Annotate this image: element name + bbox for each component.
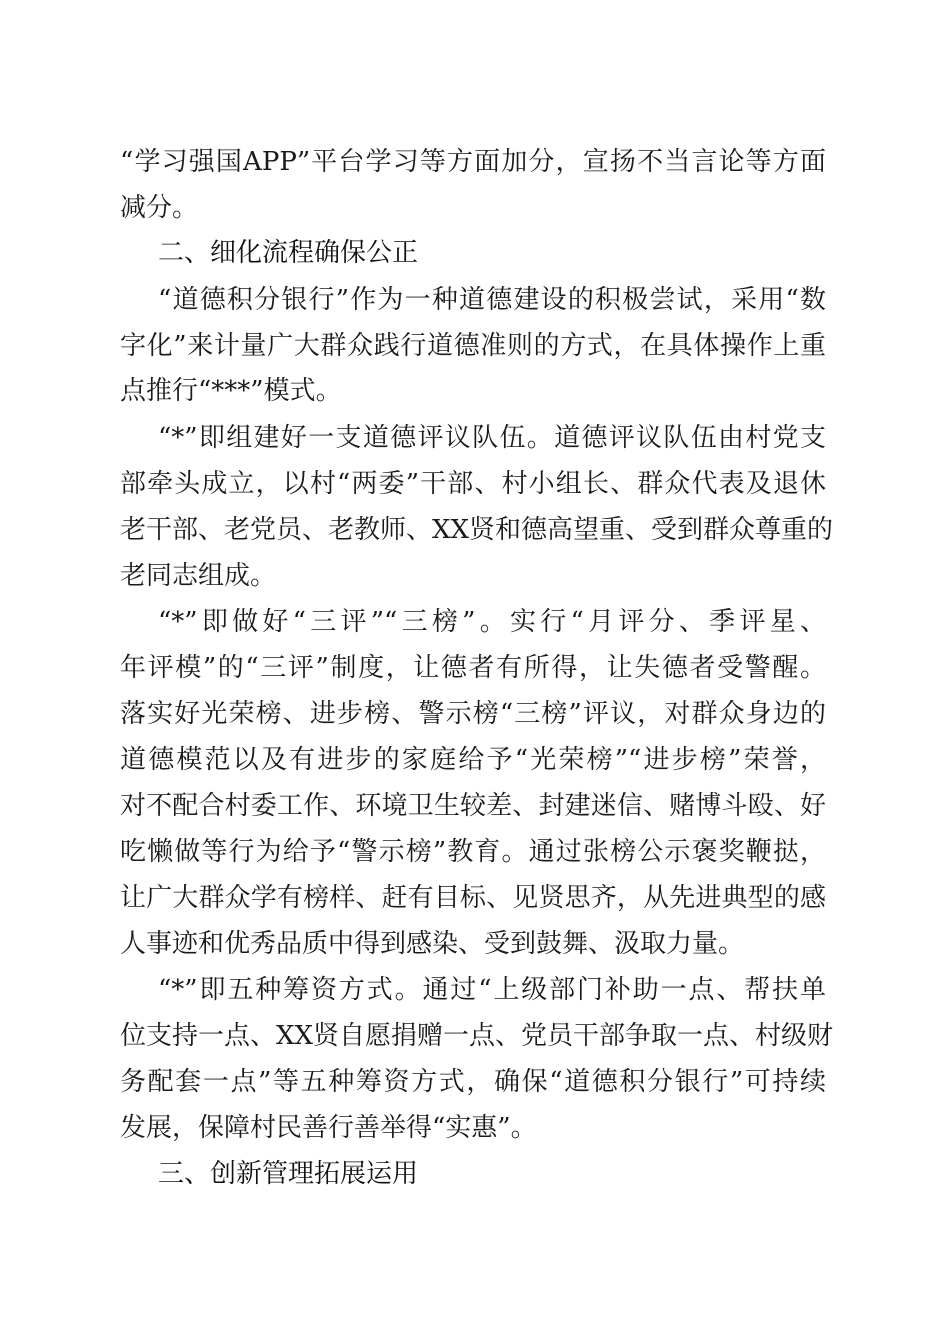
paragraph-line: 务配套一点”等五种筹资方式，确保“道德积分银行”可持续	[120, 1067, 826, 1097]
paragraph-line: 年评模”的“三评”制度，让德者有所得，让失德者受警醒。	[120, 653, 826, 683]
paragraph-line: 落实好光荣榜、进步榜、警示榜“三榜”评议，对群众身边的	[120, 699, 826, 729]
paragraph-line: 部牵头成立，以村“两委”干部、村小组长、群众代表及退休	[120, 469, 826, 499]
paragraph-line: “*”即组建好一支道德评议队伍。道德评议队伍由村党支	[158, 423, 826, 453]
paragraph-line: “学习强国APP”平台学习等方面加分，宣扬不当言论等方面	[120, 147, 826, 177]
paragraph-line: 让广大群众学有榜样、赶有目标、见贤思齐，从先进典型的感	[120, 883, 826, 913]
paragraph-line: 字化”来计量广大群众践行道德准则的方式，在具体操作上重	[120, 331, 826, 361]
paragraph-line: “道德积分银行”作为一种道德建设的积极尝试，采用“数	[158, 285, 826, 315]
paragraph-line: 对不配合村委工作、环境卫生较差、封建迷信、赌博斗殴、好	[120, 791, 826, 821]
section-heading: 二、细化流程确保公正	[158, 238, 419, 268]
paragraph-line: 位支持一点、XX贤自愿捐赠一点、党员干部争取一点、村级财	[120, 1021, 834, 1051]
paragraph-line: “*”即做好“三评”“三榜”。实行“月评分、季评星、	[158, 607, 826, 637]
paragraph-line: 老同志组成。	[120, 561, 277, 591]
section-heading: 三、创新管理拓展运用	[158, 1159, 419, 1189]
paragraph-line: 减分。	[120, 193, 199, 223]
paragraph-line: “*”即五种筹资方式。通过“上级部门补助一点、帮扶单	[158, 975, 826, 1005]
paragraph-line: 发展，保障村民善行善举得“实惠”。	[120, 1113, 537, 1143]
paragraph-line: 点推行“***”模式。	[120, 376, 342, 406]
paragraph-line: 道德模范以及有进步的家庭给予“光荣榜”“进步榜”荣誉，	[120, 745, 826, 775]
paragraph-line: 人事迹和优秀品质中得到感染、受到鼓舞、汲取力量。	[120, 929, 745, 959]
paragraph-line: 老干部、老党员、老教师、XX贤和德高望重、受到群众尊重的	[120, 515, 834, 545]
paragraph-line: 吃懒做等行为给予“警示榜”教育。通过张榜公示褒奖鞭挞，	[120, 837, 826, 867]
